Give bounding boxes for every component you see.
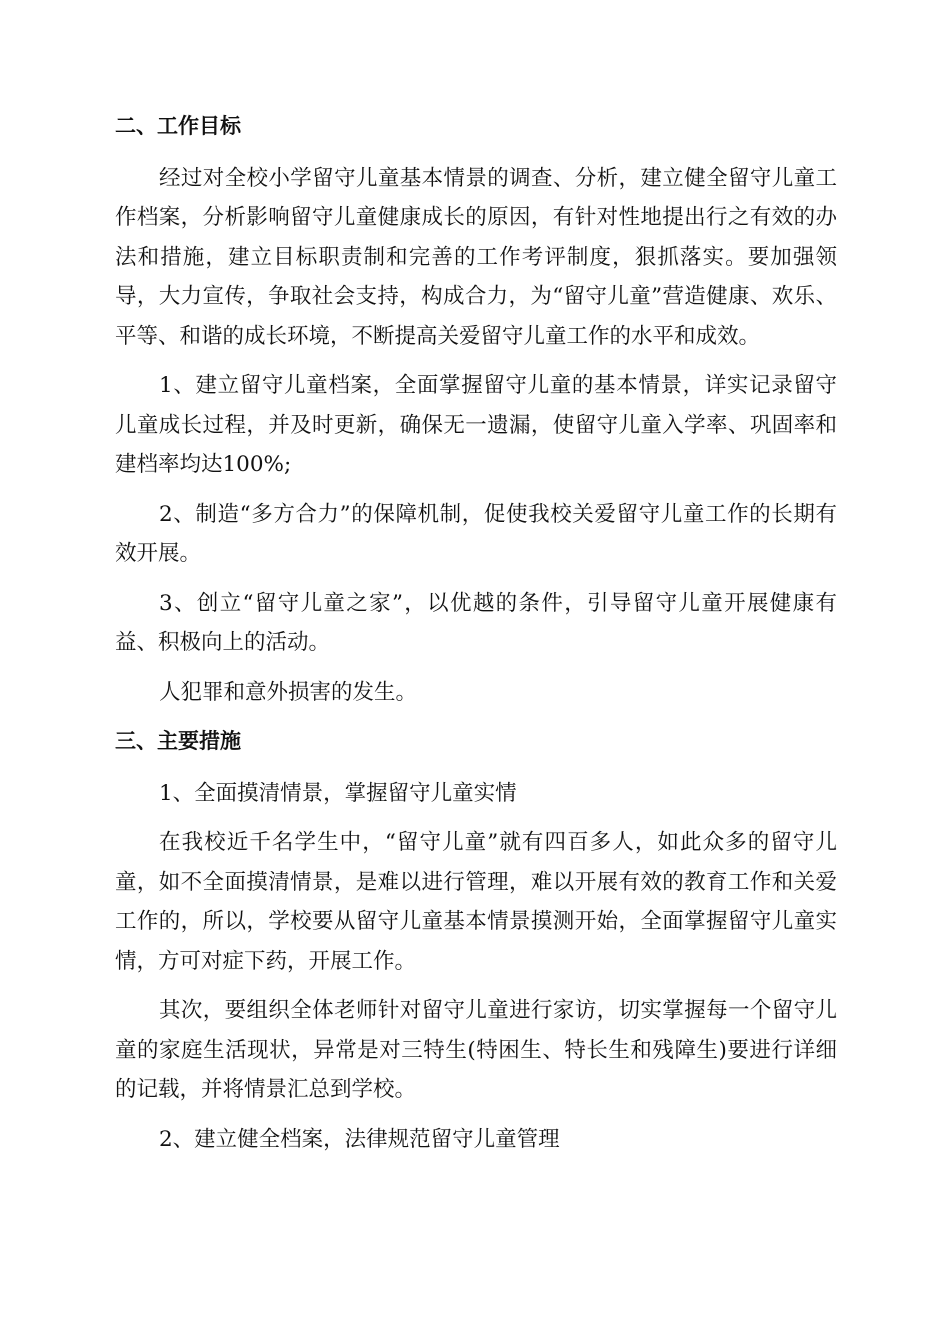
paragraph-goal-3: 3、创立“留守儿童之家”，以优越的条件，引导留守儿童开展健康有益、积极向上的活动。 <box>115 590 837 655</box>
measure-1-title: 1、全面摸清情景，掌握留守儿童实情 <box>159 780 517 806</box>
paragraph-goals-intro: 经过对全校小学留守儿童基本情景的调查、分析，建立健全留守儿童工作档案，分析影响留守儿童健康成长的原因，有针对性地提出行之有效的办法和措施，建立目标职责制和完善的工作考评制度，狠抓落实。要加强领导，大力宣传，争取社会支持，构成合力，为“留守儿童”营造健康、欢乐、平等、和谐的成长环境，不断提高关爱留守儿童工作的水平和成效。 <box>115 165 837 349</box>
section-heading-work-goals: 二、工作目标 <box>115 114 241 138</box>
section-heading-main-measures: 三、主要措施 <box>115 729 241 753</box>
document-page <box>115 107 837 1169</box>
paragraph-goal-2: 2、制造“多方合力”的保障机制，促使我校关爱留守儿童工作的长期有效开展。 <box>115 501 837 566</box>
paragraph-goal-1: 1、建立留守儿童档案，全面掌握留守儿童的基本情景，详实记录留守儿童成长过程，并及时更新，确保无一遗漏，使留守儿童入学率、巩固率和建档率均达100%; <box>115 373 837 477</box>
paragraph-fragment: 人犯罪和意外损害的发生。 <box>159 679 418 705</box>
paragraph-measure-1-b: 其次，要组织全体老师针对留守儿童进行家访，切实掌握每一个留守儿童的家庭生活现状，异常是对三特生(特困生、特长生和残障生)要进行详细的记载，并将情景汇总到学校。 <box>115 998 837 1102</box>
measure-2-title: 2、建立健全档案，法律规范留守儿童管理 <box>159 1126 560 1152</box>
paragraph-measure-1-a: 在我校近千名学生中，“留守儿童”就有四百多人，如此众多的留守儿童，如不全面摸清情景，是难以进行管理，难以开展有效的教育工作和关爱工作的，所以，学校要从留守儿童基本情景摸测开始，全面掌握留守儿童实情，方可对症下药，开展工作。 <box>115 830 837 974</box>
